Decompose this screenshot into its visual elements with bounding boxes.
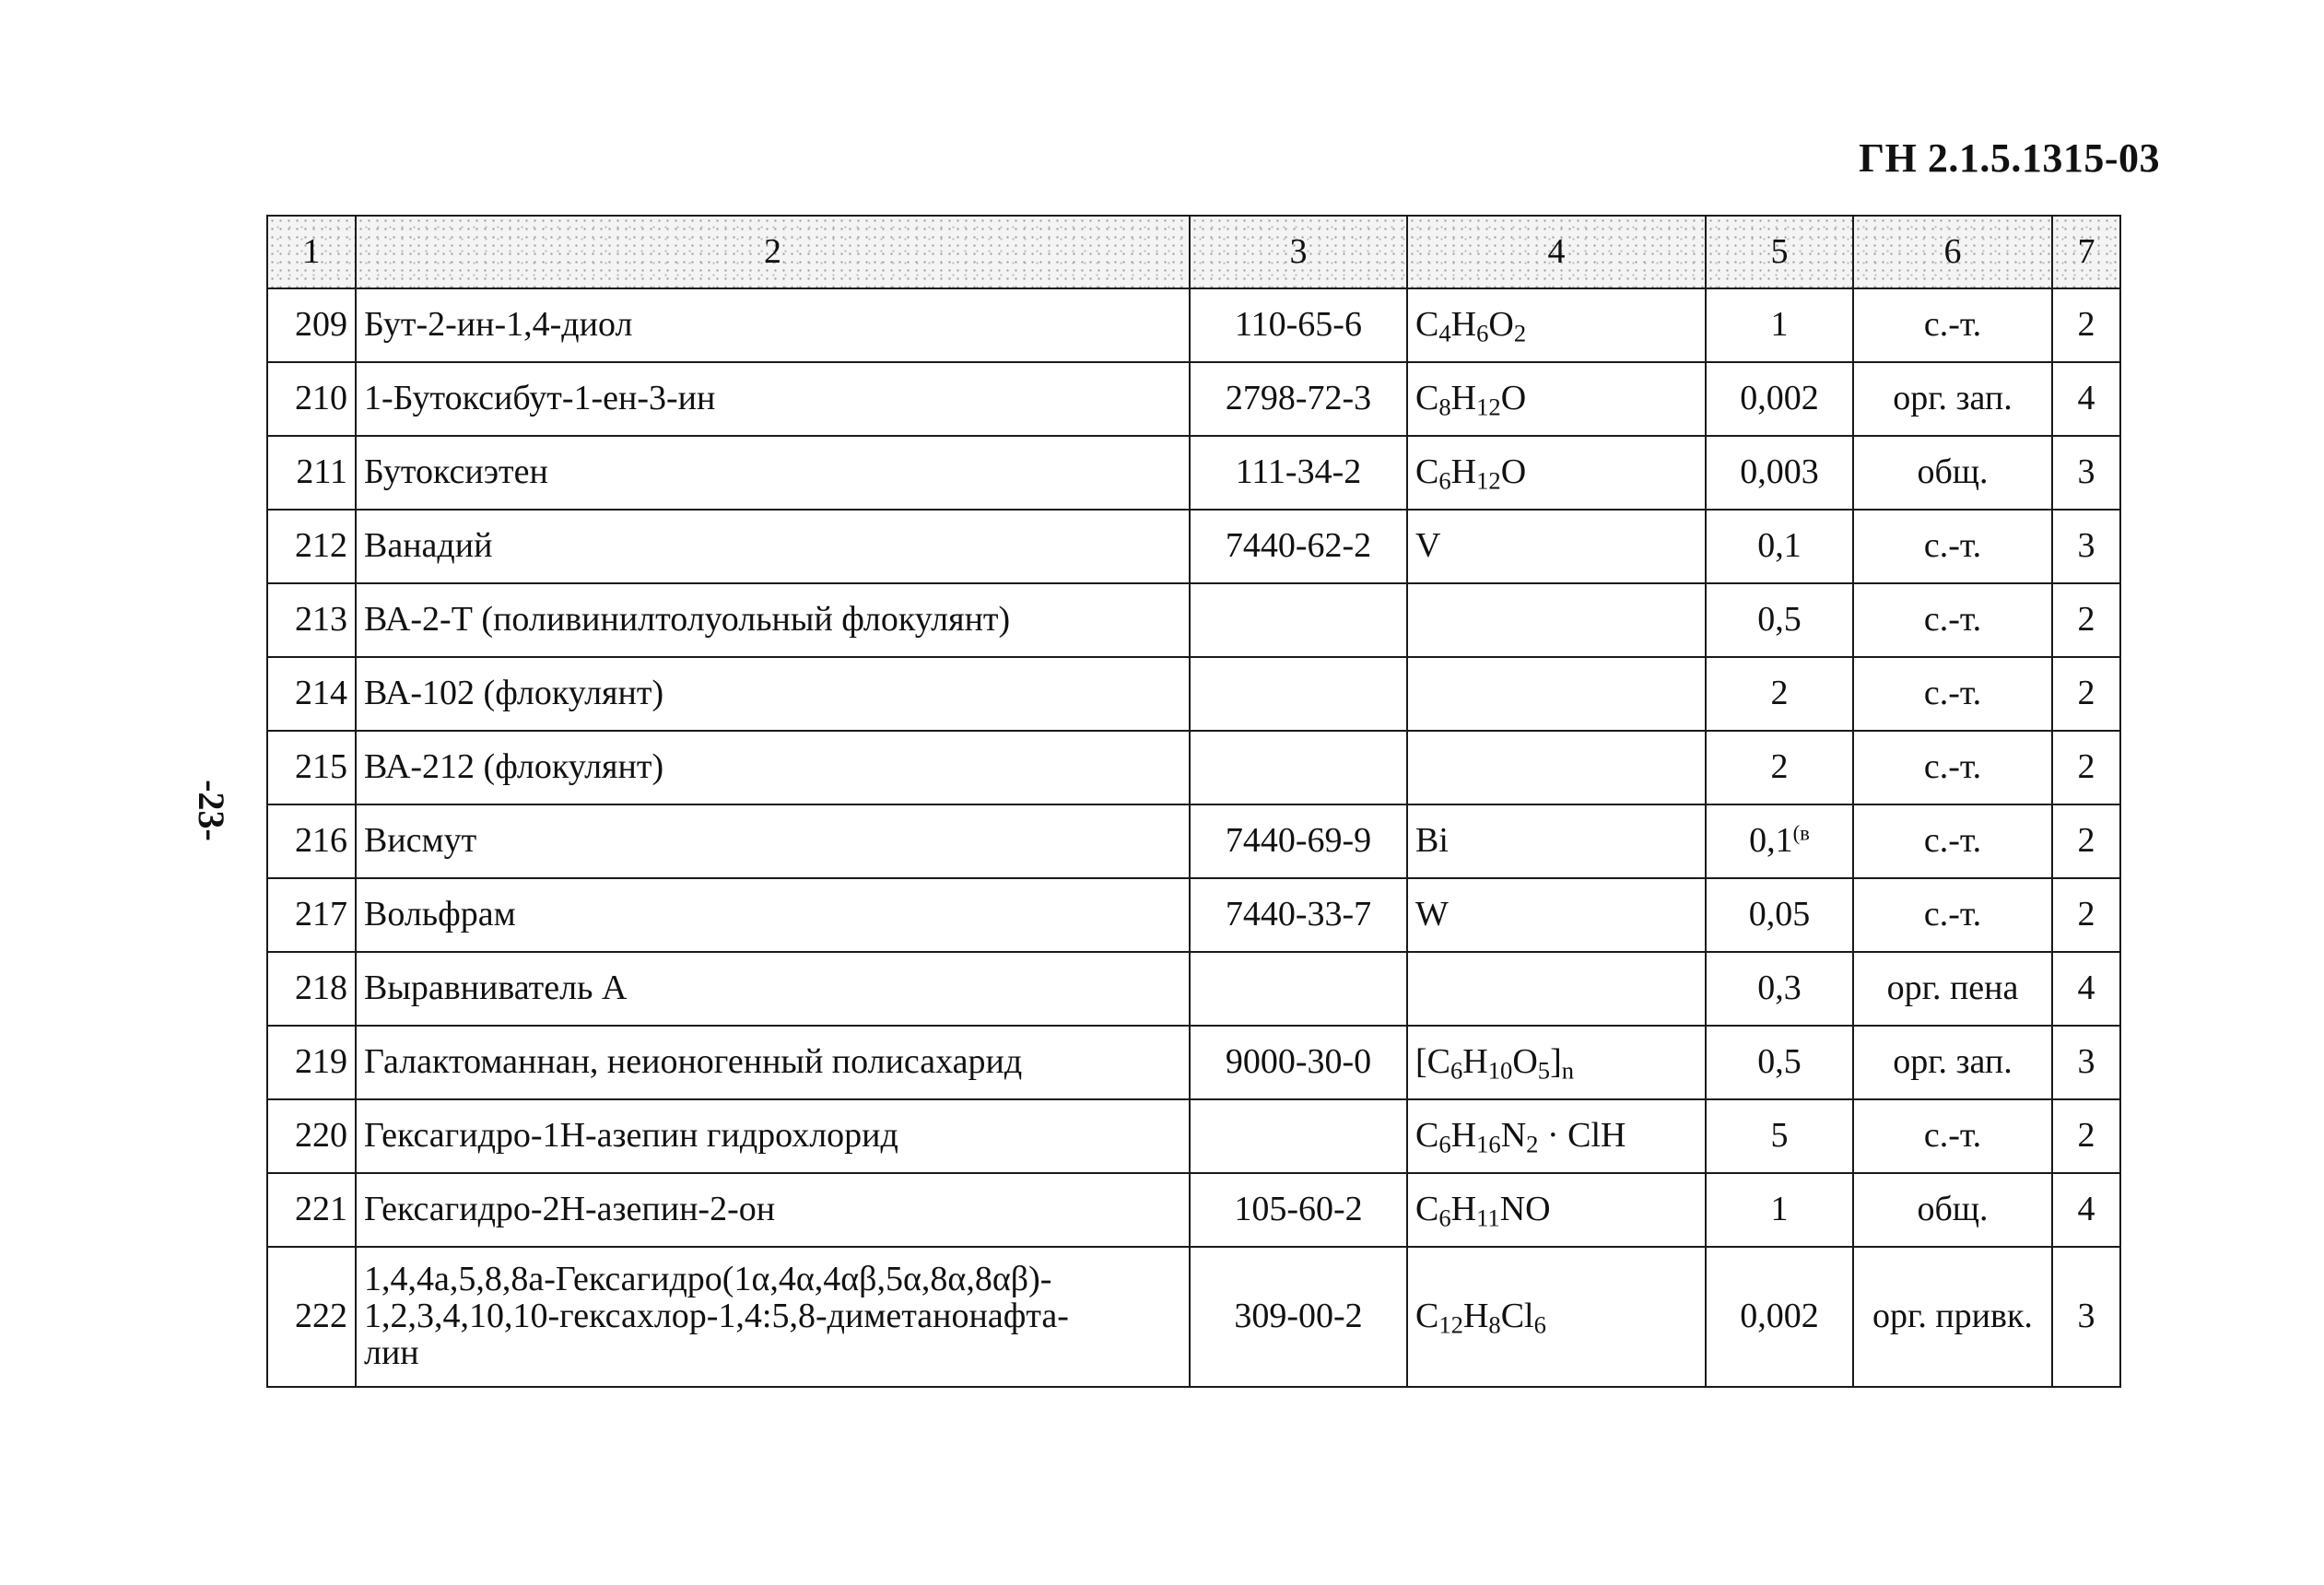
hazard-sign: орг. зап. — [1853, 362, 2052, 436]
row-number: 215 — [267, 731, 356, 804]
table-row — [267, 731, 2120, 804]
substance-name: Висмут — [356, 804, 1190, 878]
row-number: 221 — [267, 1173, 356, 1247]
table-body — [267, 288, 2120, 1387]
standard-value: $0,1^{(в}$ — [1706, 804, 1853, 878]
table-row — [267, 510, 2120, 583]
cas-number: 105-60-2 — [1190, 1173, 1407, 1247]
chemical-formula: V — [1407, 510, 1706, 583]
chemical-formula: $C_8H_{12}O$ — [1407, 362, 1706, 436]
chemical-formula: Bi — [1407, 804, 1706, 878]
hazard-class: 3 — [2052, 1247, 2120, 1387]
standard-value: 0,003 — [1706, 436, 1853, 510]
hazard-class: 2 — [2052, 1099, 2120, 1173]
substance-name: ВА-102 (флокулянт) — [356, 657, 1190, 731]
hazard-class: 2 — [2052, 657, 2120, 731]
substance-name: Галактоманнан, неионогенный полисахарид — [356, 1026, 1190, 1099]
substance-name: Бут-2-ин-1,4-диол — [356, 288, 1190, 362]
table-row — [267, 1247, 2120, 1387]
row-number: 211 — [267, 436, 356, 510]
standard-value: 0,3 — [1706, 952, 1853, 1026]
chemical-formula: $C_{12}H_8Cl_6$ — [1407, 1247, 1706, 1387]
cas-number: 9000-30-0 — [1190, 1026, 1407, 1099]
row-number: 212 — [267, 510, 356, 583]
hazard-class: 3 — [2052, 1026, 2120, 1099]
cas-number: 111-34-2 — [1190, 436, 1407, 510]
table-header-row — [267, 216, 2120, 288]
substance-name: ВА-2-Т (поливинилтолуольный флокулянт) — [356, 583, 1190, 657]
cas-number: 309-00-2 — [1190, 1247, 1407, 1387]
table-row — [267, 362, 2120, 436]
chemical-formula — [1407, 657, 1706, 731]
substances-table — [266, 215, 2121, 1388]
chemical-formula — [1407, 583, 1706, 657]
substance-name: Вольфрам — [356, 878, 1190, 952]
hazard-class: 4 — [2052, 1173, 2120, 1247]
standard-value: 2 — [1706, 657, 1853, 731]
row-number: 214 — [267, 657, 356, 731]
cas-number: 7440-69-9 — [1190, 804, 1407, 878]
chemical-formula: $C_4H_6O_2$ — [1407, 288, 1706, 362]
substance-name: Гексагидро-2Н-азепин-2-он — [356, 1173, 1190, 1247]
column-header: 4 — [1407, 216, 1706, 288]
chemical-formula — [1407, 952, 1706, 1026]
hazard-sign: с.-т. — [1853, 510, 2052, 583]
row-number: 213 — [267, 583, 356, 657]
standard-value: 2 — [1706, 731, 1853, 804]
chemical-formula: $C_6H_{11}NO$ — [1407, 1173, 1706, 1247]
hazard-class: 2 — [2052, 583, 2120, 657]
table-row — [267, 436, 2120, 510]
column-header: 3 — [1190, 216, 1407, 288]
hazard-class: 2 — [2052, 804, 2120, 878]
hazard-sign: общ. — [1853, 436, 2052, 510]
hazard-sign: с.-т. — [1853, 657, 2052, 731]
chemical-formula: $[C_6H_{10}O_5]_n$ — [1407, 1026, 1706, 1099]
cas-number: 2798-72-3 — [1190, 362, 1407, 436]
standard-value: 0,5 — [1706, 1026, 1853, 1099]
substance-name: Гексагидро-1Н-азепин гидрохлорид — [356, 1099, 1190, 1173]
hazard-sign: с.-т. — [1853, 804, 2052, 878]
table-row — [267, 1173, 2120, 1247]
cas-number: 7440-62-2 — [1190, 510, 1407, 583]
chemical-formula — [1407, 731, 1706, 804]
table-row — [267, 288, 2120, 362]
substance-name: Бутоксиэтен — [356, 436, 1190, 510]
table-row — [267, 1099, 2120, 1173]
hazard-class: 2 — [2052, 288, 2120, 362]
cas-number — [1190, 583, 1407, 657]
table-row — [267, 952, 2120, 1026]
table-row — [267, 1026, 2120, 1099]
column-header: 5 — [1706, 216, 1853, 288]
table-row — [267, 583, 2120, 657]
hazard-sign: орг. привк. — [1853, 1247, 2052, 1387]
row-number: 220 — [267, 1099, 356, 1173]
hazard-sign: с.-т. — [1853, 1099, 2052, 1173]
standard-value: 1 — [1706, 1173, 1853, 1247]
hazard-sign: с.-т. — [1853, 731, 2052, 804]
column-header: 1 — [267, 216, 356, 288]
standard-value: 0,5 — [1706, 583, 1853, 657]
substance-name: ВА-212 (флокулянт) — [356, 731, 1190, 804]
cas-number — [1190, 657, 1407, 731]
hazard-class: 2 — [2052, 878, 2120, 952]
hazard-sign: с.-т. — [1853, 288, 2052, 362]
hazard-sign: орг. пена — [1853, 952, 2052, 1026]
table-row — [267, 878, 2120, 952]
chemical-formula: W — [1407, 878, 1706, 952]
hazard-sign: с.-т. — [1853, 878, 2052, 952]
hazard-sign: орг. зап. — [1853, 1026, 2052, 1099]
cas-number: 110-65-6 — [1190, 288, 1407, 362]
row-number: 222 — [267, 1247, 356, 1387]
standard-value: 5 — [1706, 1099, 1853, 1173]
hazard-class: 2 — [2052, 731, 2120, 804]
hazard-class: 4 — [2052, 362, 2120, 436]
table-row — [267, 657, 2120, 731]
substance-name: Ванадий — [356, 510, 1190, 583]
page-number: -23- — [190, 780, 232, 841]
column-header: 7 — [2052, 216, 2120, 288]
cas-number: 7440-33-7 — [1190, 878, 1407, 952]
row-number: 218 — [267, 952, 356, 1026]
substance-name: 1,4,4а,5,8,8а-Гексагидро(1α,4α,4αβ,5α,8α,8αβ)- 1,2,3,4,10,10-гексахлор-1,4:5,8-диметанонафта- лин — [356, 1247, 1190, 1387]
chemical-formula: $C_6H_{12}O$ — [1407, 436, 1706, 510]
cas-number — [1190, 1099, 1407, 1173]
hazard-sign: общ. — [1853, 1173, 2052, 1247]
row-number: 216 — [267, 804, 356, 878]
standard-value: 0,05 — [1706, 878, 1853, 952]
standard-value: 0,1 — [1706, 510, 1853, 583]
cas-number — [1190, 731, 1407, 804]
standard-value: 1 — [1706, 288, 1853, 362]
hazard-class: 3 — [2052, 510, 2120, 583]
standard-value: 0,002 — [1706, 1247, 1853, 1387]
hazard-class: 3 — [2052, 436, 2120, 510]
chemical-formula: $C_6H_{16}N_2$ · ClH — [1407, 1099, 1706, 1173]
document-code: ГН 2.1.5.1315-03 — [1859, 135, 2160, 181]
row-number: 210 — [267, 362, 356, 436]
column-header: 2 — [356, 216, 1190, 288]
substance-name: 1-Бутоксибут-1-ен-3-ин — [356, 362, 1190, 436]
table-row — [267, 804, 2120, 878]
row-number: 209 — [267, 288, 356, 362]
hazard-class: 4 — [2052, 952, 2120, 1026]
row-number: 219 — [267, 1026, 356, 1099]
standard-value: 0,002 — [1706, 362, 1853, 436]
cas-number — [1190, 952, 1407, 1026]
substance-name: Выравниватель А — [356, 952, 1190, 1026]
column-header: 6 — [1853, 216, 2052, 288]
row-number: 217 — [267, 878, 356, 952]
hazard-sign: с.-т. — [1853, 583, 2052, 657]
